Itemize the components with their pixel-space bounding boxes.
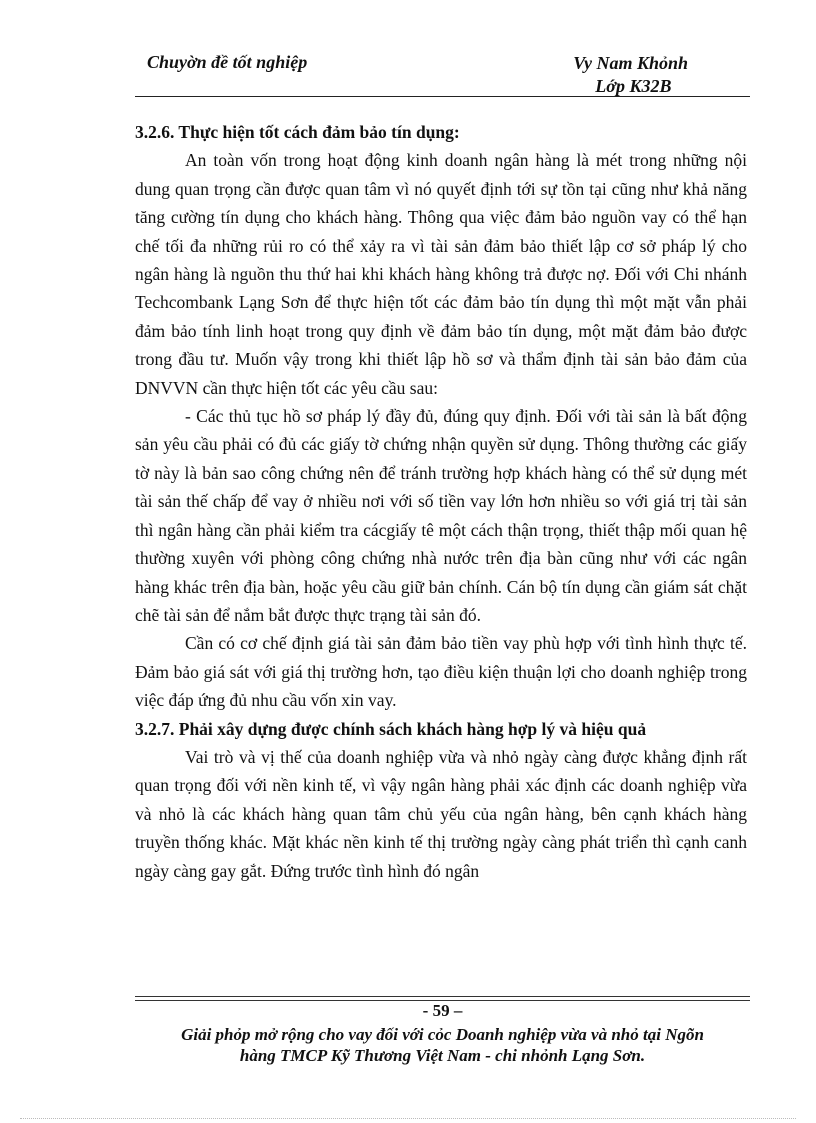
header-title: Chuyờn đề tốt nghiệp: [147, 52, 308, 72]
paragraph: - Các thủ tục hồ sơ pháp lý đầy đủ, đúng quy định. Đối với tài sản là bất động sản yêu cầu phải có đủ các giấy tờ chứng nhận quyền sử dụng. Thông thường các giấy tờ này là bản sao công chứng nên để tránh trường hợp khách hàng có thể sử dụng mét tài sản thế chấp để vay ở nhiều nơi với số tiền vay lớn hơn nhiều so với giá trị tài sản thì ngân hàng cần phải kiểm tra cácgiấy tê một cách thận trọng, thiết thập mối quan hệ thường xuyên với phòng công chứng nhà nước trên địa bàn cũng như với các ngân hàng khác trên địa bàn, hoặc yêu cầu giữ bản chính. Cán bộ tín dụng cần giám sát chặt chẽ tài sản để nắm bắt được thực trạng tài sản đó.: [135, 406, 747, 625]
footer-line-1: Giải phỏp mở rộng cho vay đối với cỏc Doanh nghiệp vừa và nhỏ tại Ngõn: [181, 1025, 704, 1044]
document-body: [135, 118, 747, 885]
page-number: - 59 –: [422, 1001, 463, 1020]
footer-title: [135, 1024, 750, 1066]
header-author-block: [573, 52, 688, 98]
paragraph: Vai trò và vị thế của doanh nghiệp vừa và nhỏ ngày càng được khẳng định rất quan trọng đối với nền kinh tế, vì vậy ngân hàng phải xác định các doanh nghiệp vừa và nhỏ là các khách hàng quan tâm chủ yếu của ngân hàng, bên cạnh khách hàng truyền thống khác. Mặt khác nền kinh tế thị trường ngày càng phát triển thì cạnh canh ngày càng gay gắt. Đứng trước tình hình đó ngân: [135, 746, 747, 881]
page-bottom-divider: [20, 1118, 796, 1119]
section-heading-3-2-7: 3.2.7. Phải xây dựng được chính sách khách hàng hợp lý và hiệu quả: [135, 718, 647, 739]
paragraph: An toàn vốn trong hoạt động kinh doanh ngân hàng là mét trong những nội dung quan trọng cần được quan tâm vì nó quyết định tới sự tồn tại cũng như khả năng tăng cường tín dụng cho khách hàng. Thông qua việc đảm bảo nguồn vay có thể hạn chế tối đa những rủi ro có thể xảy ra vì tài sản đảm bảo thiết lập cơ sở pháp lý cho ngân hàng là nguồn thu thứ hai khi khách hàng không trả được nợ. Đối với Chi nhánh Techcombank Lạng Sơn để thực hiện tốt các đảm bảo tín dụng thì một mặt vẫn phải đảm bảo tính linh hoạt trong quy định về đảm bảo tín dụng, một mặt đảm bảo được trong đầu tư. Muốn vậy trong khi thiết lập hồ sơ và thẩm định tài sản bảo đảm của DNVVN cần thực hiện tốt các yêu cầu sau:: [135, 150, 747, 398]
header-author: Vy Nam Khỏnh: [573, 53, 688, 73]
paragraph: Cần có cơ chế định giá tài sản đảm bảo tiền vay phù hợp với tình hình thực tế. Đảm bảo giá sát với giá thị trường hơn, tạo điều kiện thuận lợi cho doanh nghiệp trong việc đáp ứng đủ nhu cầu vốn xin vay.: [135, 633, 747, 711]
section-heading-3-2-6: 3.2.6. Thực hiện tốt cách đảm bảo tín dụng:: [135, 122, 460, 142]
header-class: Lớp K32B: [595, 76, 672, 96]
footer-line-2: hàng TMCP Kỹ Thương Việt Nam - chi nhỏnh Lạng Sơn.: [239, 1046, 646, 1065]
page-header: [135, 50, 750, 97]
